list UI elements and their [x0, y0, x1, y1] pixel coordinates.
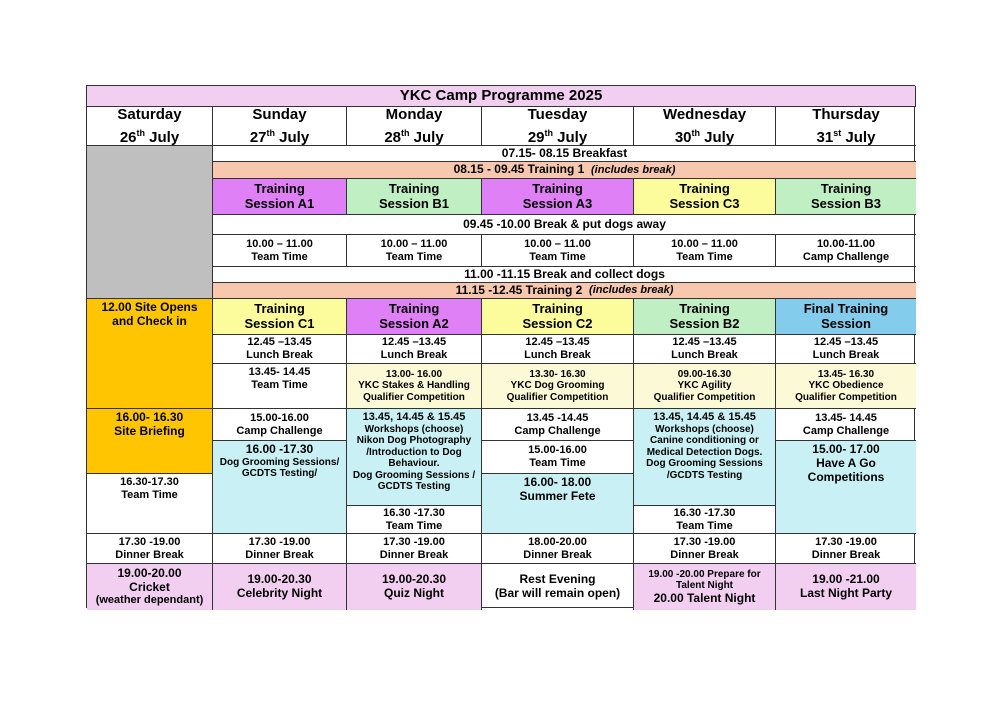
tuesday-evening: Rest Evening (Bar will remain open) [482, 564, 634, 610]
day-header-tuesday [482, 107, 634, 146]
day-name: Thursday [812, 107, 880, 123]
wednesday-evening: 19.00 -20.00 Prepare for Talent Night 20.00 Talent Night [634, 564, 776, 610]
lunch-sunday: 12.45 –13.45 Lunch Break [213, 335, 347, 364]
break-1-row: 09.45 -10.00 Break & put dogs away [213, 215, 916, 235]
camp-challenge-thursday-am: 10.00-11.00 Camp Challenge [776, 235, 916, 267]
tuesday-team-time: 15.00-16.00 Team Time [482, 441, 634, 474]
session-c1: Training Session C1 [213, 299, 347, 335]
saturday-site-opens: 12.00 Site Opens and Check in [87, 299, 213, 409]
saturday-empty-block [87, 146, 213, 299]
thursday-camp-challenge: 13.45- 14.45 Camp Challenge [776, 409, 916, 441]
wednesday-competition: 09.00-16.30 YKC Agility Qualifier Competition [634, 364, 776, 409]
day-name: Tuesday [527, 107, 588, 123]
tuesday-camp-challenge: 13.45 -14.45 Camp Challenge [482, 409, 634, 441]
day-header-thursday [776, 107, 916, 146]
day-date: 27th July [249, 128, 310, 146]
day-name: Saturday [117, 107, 182, 123]
lunch-wednesday: 12.45 –13.45 Lunch Break [634, 335, 776, 364]
lunch-monday: 12.45 –13.45 Lunch Break [347, 335, 482, 364]
day-date: 30th July [674, 128, 735, 146]
day-date: 28th July [384, 128, 444, 146]
session-a2: Training Session A2 [347, 299, 482, 335]
session-b1: Training Session B1 [347, 179, 482, 215]
programme-table [86, 85, 915, 608]
day-header-saturday [87, 107, 213, 146]
day-name: Wednesday [662, 107, 747, 123]
session-c2: Training Session C2 [482, 299, 634, 335]
thursday-dinner-break: 17.30 -19.00 Dinner Break [776, 534, 916, 564]
day-date: 31st July [816, 128, 876, 146]
team-time-wednesday: 10.00 – 11.00 Team Time [634, 235, 776, 267]
day-header-sunday [213, 107, 347, 146]
training-2-row: 11.15 -12.45 Training 2 (includes break) [213, 283, 916, 299]
breakfast-row: 07.15- 08.15 Breakfast [213, 146, 916, 162]
monday-workshops: 13.45, 14.45 & 15.45 Workshops (choose) Nikon Dog Photography /Introduction to Dog Behaviour. Dog Grooming Sessions / GCDTS Testing [347, 409, 482, 506]
lunch-thursday: 12.45 –13.45 Lunch Break [776, 335, 916, 364]
lunch-tuesday: 12.45 –13.45 Lunch Break [482, 335, 634, 364]
saturday-evening: 19.00-20.00 Cricket (weather dependant) [87, 564, 213, 610]
sunday-team-time: 13.45- 14.45 Team Time [213, 364, 347, 409]
monday-evening: 19.00-20.30 Quiz Night [347, 564, 482, 610]
final-training-session: Final Training Session [776, 299, 916, 335]
saturday-dinner-break: 17.30 -19.00 Dinner Break [87, 534, 213, 564]
thursday-have-a-go: 15.00- 17.00 Have A Go Competitions [776, 441, 916, 534]
session-b2: Training Session B2 [634, 299, 776, 335]
session-b3: Training Session B3 [776, 179, 916, 215]
wednesday-workshops: 13.45, 14.45 & 15.45 Workshops (choose) Canine conditioning or Medical Detection Dogs. Dog Grooming Sessions /GCDTS Testing [634, 409, 776, 506]
title-text: YKC Camp Programme 2025 [399, 87, 603, 105]
page-title [87, 86, 916, 107]
saturday-site-briefing: 16.00- 16.30 Site Briefing [87, 409, 213, 474]
monday-dinner-break: 17.30 -19.00 Dinner Break [347, 534, 482, 564]
session-c3: Training Session C3 [634, 179, 776, 215]
team-time-monday: 10.00 – 11.00 Team Time [347, 235, 482, 267]
day-header-wednesday [634, 107, 776, 146]
thursday-evening: 19.00 -21.00 Last Night Party [776, 564, 916, 610]
wednesday-dinner-break: 17.30 -19.00 Dinner Break [634, 534, 776, 564]
team-time-tuesday: 10.00 – 11.00 Team Time [482, 235, 634, 267]
saturday-team-time: 16.30-17.30 Team Time [87, 474, 213, 534]
thursday-competition: 13.45- 16.30 YKC Obedience Qualifier Competition [776, 364, 916, 409]
sunday-camp-challenge: 15.00-16.00 Camp Challenge [213, 409, 347, 441]
tuesday-summer-fete: 16.00- 18.00 Summer Fete [482, 474, 634, 534]
day-date: 26th July [119, 128, 180, 146]
day-name: Sunday [252, 107, 307, 123]
sunday-grooming-sessions: 16.00 -17.30 Dog Grooming Sessions/ GCDTS Testing/ [213, 441, 347, 534]
tuesday-competition: 13.30- 16.30 YKC Dog Grooming Qualifier Competition [482, 364, 634, 409]
break-2-row: 11.00 -11.15 Break and collect dogs [213, 267, 916, 283]
wednesday-team-time: 16.30 -17.30 Team Time [634, 506, 776, 534]
day-header-monday [347, 107, 482, 146]
team-time-sunday: 10.00 – 11.00 Team Time [213, 235, 347, 267]
sunday-dinner-break: 17.30 -19.00 Dinner Break [213, 534, 347, 564]
tuesday-dinner-break: 18.00-20.00 Dinner Break [482, 534, 634, 564]
session-a1: Training Session A1 [213, 179, 347, 215]
training-1-row: 08.15 - 09.45 Training 1 (includes break) [213, 162, 916, 179]
sunday-evening: 19.00-20.30 Celebrity Night [213, 564, 347, 610]
monday-team-time: 16.30 -17.30 Team Time [347, 506, 482, 534]
monday-competition: 13.00- 16.00 YKC Stakes & Handling Qualifier Competition [347, 364, 482, 409]
day-name: Monday [385, 107, 443, 123]
session-a3: Training Session A3 [482, 179, 634, 215]
day-date: 29th July [527, 128, 588, 146]
